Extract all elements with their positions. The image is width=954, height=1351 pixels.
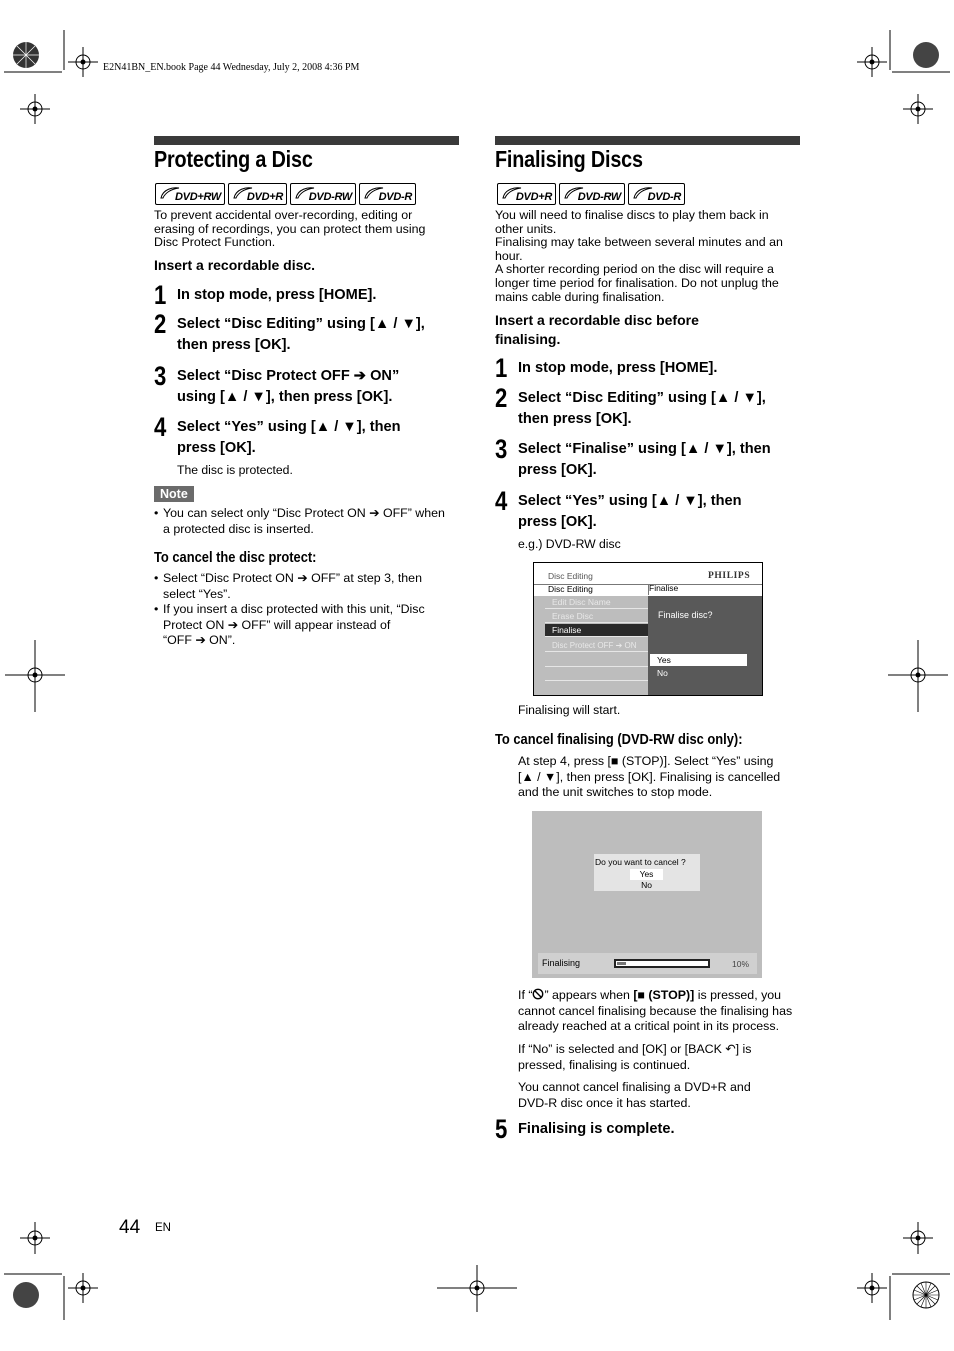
note-bullet [154,506,459,538]
left-disc-badges [155,183,416,205]
step-number: 2 [495,383,508,413]
right-cancel-text [518,754,780,801]
intro-line: Disc Protect Function. [154,235,276,250]
bullet-line: You can select only “Disc Protect ON ➔ OFF” when [163,506,445,520]
bullet-line: If you insert a disc protected with this unit, “Disc [163,602,425,616]
left-page-title: Protecting a Disc [154,146,313,172]
disc-badge-label: DVD-R [647,191,681,203]
intro-line: erasing of recordings, you can protect them using [154,221,426,236]
step-text [177,285,376,306]
step-text [518,388,766,430]
confirm-panel [648,596,762,696]
intro-line: hour. [495,248,523,263]
step-text [518,358,717,379]
disc-badge-label: DVD+R [515,191,552,203]
right-cancel-heading: To cancel finalising (DVD-RW disc only): [495,731,743,748]
step-number: 4 [154,412,167,442]
cancel-question: Do you want to cancel ? [595,857,686,867]
cancel-yes-option[interactable]: Yes [630,869,663,880]
after-line: DVD-R disc once it has started. [518,1095,691,1110]
step-text [177,366,399,408]
bullet-dot: • [154,506,159,520]
step-number: 1 [495,353,508,383]
step-line: then press [OK]. [177,337,291,353]
disc-badge-dvd-rw [559,183,625,205]
step-line: Select “Finalise” using [▲ / ▼], then [518,441,771,457]
intro-line: Finalising may take between several minutes and an [495,235,783,250]
left-intro [154,209,425,250]
bullet-line: a protected disc is inserted. [163,521,314,536]
menu-item-empty [545,682,648,695]
step-number: 3 [495,434,508,464]
step-number: 4 [495,486,508,516]
bullet-text [163,506,445,537]
step-text [518,491,742,533]
print-header: E2N41BN_EN.book Page 44 Wednesday, July 2, 2008 4:36 PM [103,62,360,73]
cancel-bullet-1 [154,571,459,603]
bullet-dot: • [154,571,159,585]
menu-item-empty [545,668,648,681]
finalise-menu-screen [533,562,763,696]
left-title-bar [154,136,459,145]
right-example-caption: e.g.) DVD-RW disc [518,537,621,551]
step-line: press [OK]. [177,440,256,456]
bullet-line: Protect ON ➔ OFF” will appear instead of [163,617,391,632]
disc-badge-label: DVD+R [246,191,283,203]
step-number: 3 [154,361,167,391]
step-line: In stop mode, press [HOME]. [518,360,718,376]
finalising-progress-bar [614,959,710,968]
bullet-text [163,571,422,602]
step-number: 1 [154,280,167,310]
intro-line: mains cable during finalisation. [495,289,665,304]
left-cancel-heading: To cancel the disc protect: [154,549,317,566]
menu-tab-finalise[interactable]: Finalise [649,583,679,593]
after-line: pressed, finalising is continued. [518,1057,691,1072]
menu-item-edit-disc-name[interactable]: Edit Disc Name [545,596,648,609]
intro-line: You will need to finalise discs to play them back in [495,208,769,222]
cancel-dialog [594,854,700,891]
step-line: using [▲ / ▼], then press [OK]. [177,389,393,405]
cancel-no-option[interactable]: No [641,880,652,890]
finalising-percent: 10% [732,959,750,969]
right-insert-instruction [495,311,699,349]
step-line: Select “Yes” using [▲ / ▼], then [518,493,742,509]
prohibited-icon [532,988,544,1000]
cancel-line: [▲ / ▼], then press [OK]. Finalising is cancelled [518,769,781,784]
disc-badge-label: DVD-R [378,191,412,203]
after-line: You cannot cancel finalising a DVD+R and [518,1080,751,1094]
after-line: already reached at a critical point in its process. [518,1019,780,1033]
menu-item-disc-protect[interactable]: Disc Protect OFF ➔ ON [545,639,648,652]
after-cancel-paragraph-3 [518,1080,751,1111]
left-insert-instruction: Insert a recordable disc. [154,257,316,273]
step-text [177,417,401,459]
step-text: Finalising is complete. [518,1121,675,1137]
cancel-finalising-screen [532,811,762,978]
finalise-prompt: Finalise disc? [658,610,713,620]
page-number: 44 [119,1217,141,1238]
step-line: Select “Disc Editing” using [▲ / ▼], [518,390,766,406]
intro-line: longer time period for finalisation. Do not unplug the [495,275,779,290]
bullet-dot: • [154,602,159,616]
note-label: Note [154,486,194,502]
step-line: Select “Yes” using [▲ / ▼], then [177,419,401,435]
menu-item-erase-disc[interactable]: Erase Disc [545,610,648,623]
yes-option[interactable]: Yes [650,654,747,666]
step-text [518,439,771,481]
progress-fill [617,962,626,965]
brand-logo: PHILIPS [708,571,751,581]
step-line: then press [OK]. [518,411,632,427]
disc-badge-dvd-r [359,183,416,205]
left-step-4-result: The disc is protected. [177,463,293,477]
right-page-title: Finalising Discs [495,146,643,172]
menu-item-empty [545,654,648,667]
disc-badge-dvd-plus-r [228,183,287,205]
disc-badge-label: DVD+RW [175,191,221,203]
step-line: Select “Disc Editing” using [▲ / ▼], [177,316,425,332]
bullet-line: Select “Disc Protect ON ➔ OFF” at step 3, then [163,571,422,585]
cancel-line: At step 4, press [■ (STOP)]. Select “Yes” using [518,754,774,768]
cancel-bullet-2 [154,602,459,650]
step-line: In stop mode, press [HOME]. [177,287,377,303]
no-option[interactable]: No [657,668,668,678]
step-text [177,314,425,356]
disc-badge-dvd-plus-r [497,183,556,205]
step-number: 5 [495,1114,508,1144]
disc-badge-dvd-plus-rw [155,183,225,205]
after-line: cannot cancel finalising because the finalising has [518,1003,793,1018]
menu-tab-disc-editing[interactable]: Disc Editing [548,584,593,594]
right-disc-badges [497,183,685,205]
cancel-line: and the unit switches to stop mode. [518,785,713,799]
right-title-bar [495,136,800,145]
insert-line: finalising. [495,331,561,347]
after-line: If “ ” appears when [■ (STOP)] is pressed, you [518,988,782,1002]
step-number: 2 [154,309,167,339]
intro-line: A shorter recording period on the disc will require a [495,262,774,277]
menu-breadcrumb: Disc Editing [548,571,593,581]
disc-badge-dvd-rw [290,183,356,205]
page-language: EN [155,1222,171,1234]
intro-line: other units. [495,221,557,236]
right-intro [495,209,783,304]
bullet-text [163,602,425,649]
disc-badge-label: DVD-RW [577,191,621,203]
after-cancel-paragraph-2 [518,1042,752,1073]
bullet-line: “OFF ➔ ON”. [163,633,236,647]
after-cancel-paragraph-1 [518,988,792,1035]
insert-line: Insert a recordable disc before [495,312,699,328]
finalising-start-text: Finalising will start. [518,703,621,717]
bullet-line: select “Yes”. [163,586,231,601]
disc-badge-label: DVD-RW [308,191,352,203]
step-line: press [OK]. [518,462,597,478]
intro-line: To prevent accidental over-recording, editing or [154,208,413,222]
step-line: Select “Disc Protect OFF ➔ ON” [177,368,400,384]
disc-badge-dvd-r [628,183,685,205]
step-line: press [OK]. [518,514,597,530]
after-line: If “No” is selected and [OK] or [BACK ↶] is [518,1042,752,1056]
menu-item-finalise[interactable]: Finalise [545,624,648,637]
finalising-status-label: Finalising [542,958,581,968]
